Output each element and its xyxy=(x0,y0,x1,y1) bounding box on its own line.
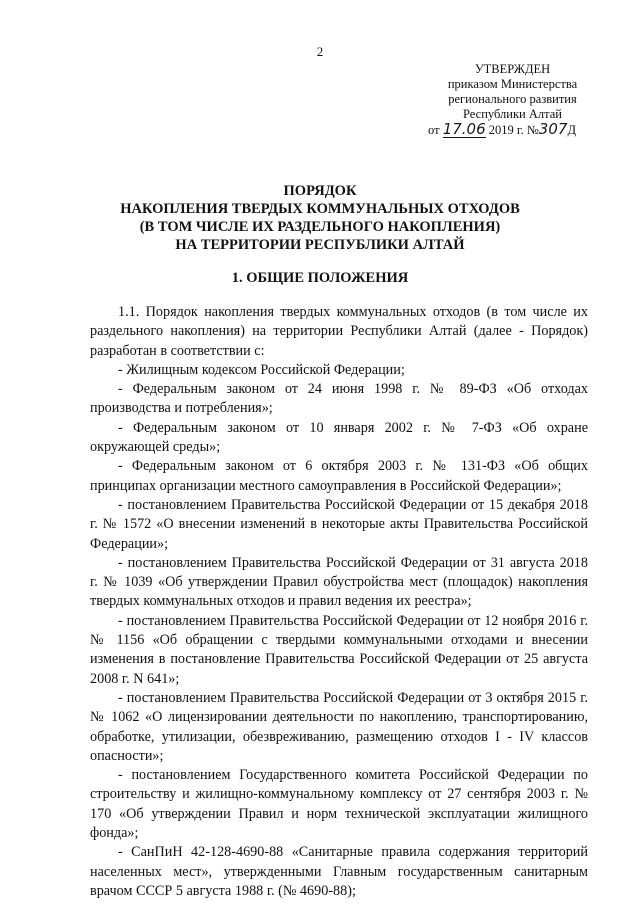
page-number: 2 xyxy=(316,44,324,59)
approval-date-line xyxy=(420,122,605,138)
paragraph: - постановлением Правительства Российской Федерации от 15 декабря 2018 г. № 1572 «О внесении изменений в некоторые акты Правительства Российской Федерации»; xyxy=(90,496,588,552)
document-title xyxy=(60,182,580,254)
section-heading: 1. ОБЩИЕ ПОЛОЖЕНИЯ xyxy=(231,270,409,286)
paragraph: - Жилищным кодексом Российской Федерации; xyxy=(118,361,405,378)
paragraph: - Федеральным законом от 6 октября 2003 г. № 131-ФЗ «Об общих принципах организации местного самоуправления в Российской Федерации»; xyxy=(90,458,588,494)
approval-ministry-line: регионального развития xyxy=(448,92,577,106)
approval-order-line: приказом Министерства xyxy=(447,77,578,91)
paragraph: - постановлением Правительства Российской Федерации от 31 августа 2018 г. № 1039 «Об утверждении Правил обустройства мест (площадок) накопления твердых коммунальных отходов и правил ведения их реестра»; xyxy=(90,554,588,610)
date-suffix: 2019 г. № xyxy=(488,123,539,137)
paragraph: - постановлением Правительства Российской Федерации от 12 ноября 2016 г. № 1156 «Об обращении с твердыми коммунальными отходами и внесении изменения в постановление Правительства Российской Федерации от 25 августа 2008 г. N 641»; xyxy=(90,612,588,687)
title-line-1: ПОРЯДОК xyxy=(283,183,357,199)
approval-heading: УТВЕРЖДЕН xyxy=(474,62,551,76)
paragraph: 1.1. Порядок накопления твердых коммунальных отходов (в том числе их раздельного накопления) на территории Республики Алтай (далее - Порядок) разработан в соответствии с: xyxy=(90,304,588,359)
number-suffix: Д xyxy=(567,123,576,137)
document-body xyxy=(90,303,588,901)
paragraph: - постановлением Государственного комитета Российской Федерации по строительству и жилищно-коммунальному комплексу от 27 сентября 2003 г. № 170 «Об утверждении Правил и норм технической эксплуатации жилищного фонда»; xyxy=(90,767,588,842)
paragraph: - постановлением Правительства Российской Федерации от 3 октября 2015 г. № 1062 «О лицензировании деятельности по накоплению, транспортированию, обработке, утилизации, обезвреживанию, размещению отходов I - IV классов опасности»; xyxy=(90,689,588,764)
title-line-4: НА ТЕРРИТОРИИ РЕСПУБЛИКИ АЛТАЙ xyxy=(175,237,465,253)
date-prefix: от xyxy=(428,123,440,137)
handwritten-number: 307 xyxy=(538,120,568,138)
approval-stamp xyxy=(420,62,605,138)
title-line-3: (В ТОМ ЧИСЛЕ ИХ РАЗДЕЛЬНОГО НАКОПЛЕНИЯ) xyxy=(139,219,501,235)
paragraph: - СанПиН 42-128-4690-88 «Санитарные правила содержания территорий населенных мест», утвержденными Главным государственным санитарным врачом СССР 5 августа 1988 г. (№ 4690-88); xyxy=(90,844,588,899)
approval-republic-line: Республики Алтай xyxy=(463,107,562,121)
title-line-2: НАКОПЛЕНИЯ ТВЕРДЫХ КОММУНАЛЬНЫХ ОТХОДОВ xyxy=(120,201,520,217)
paragraph: - Федеральным законом от 24 июня 1998 г. № 89-ФЗ «Об отходах производства и потребления»; xyxy=(90,381,588,417)
handwritten-date: 17.06 xyxy=(442,120,486,138)
paragraph: - Федеральным законом от 10 января 2002 г. № 7-ФЗ «Об охране окружающей среды»; xyxy=(90,419,588,456)
